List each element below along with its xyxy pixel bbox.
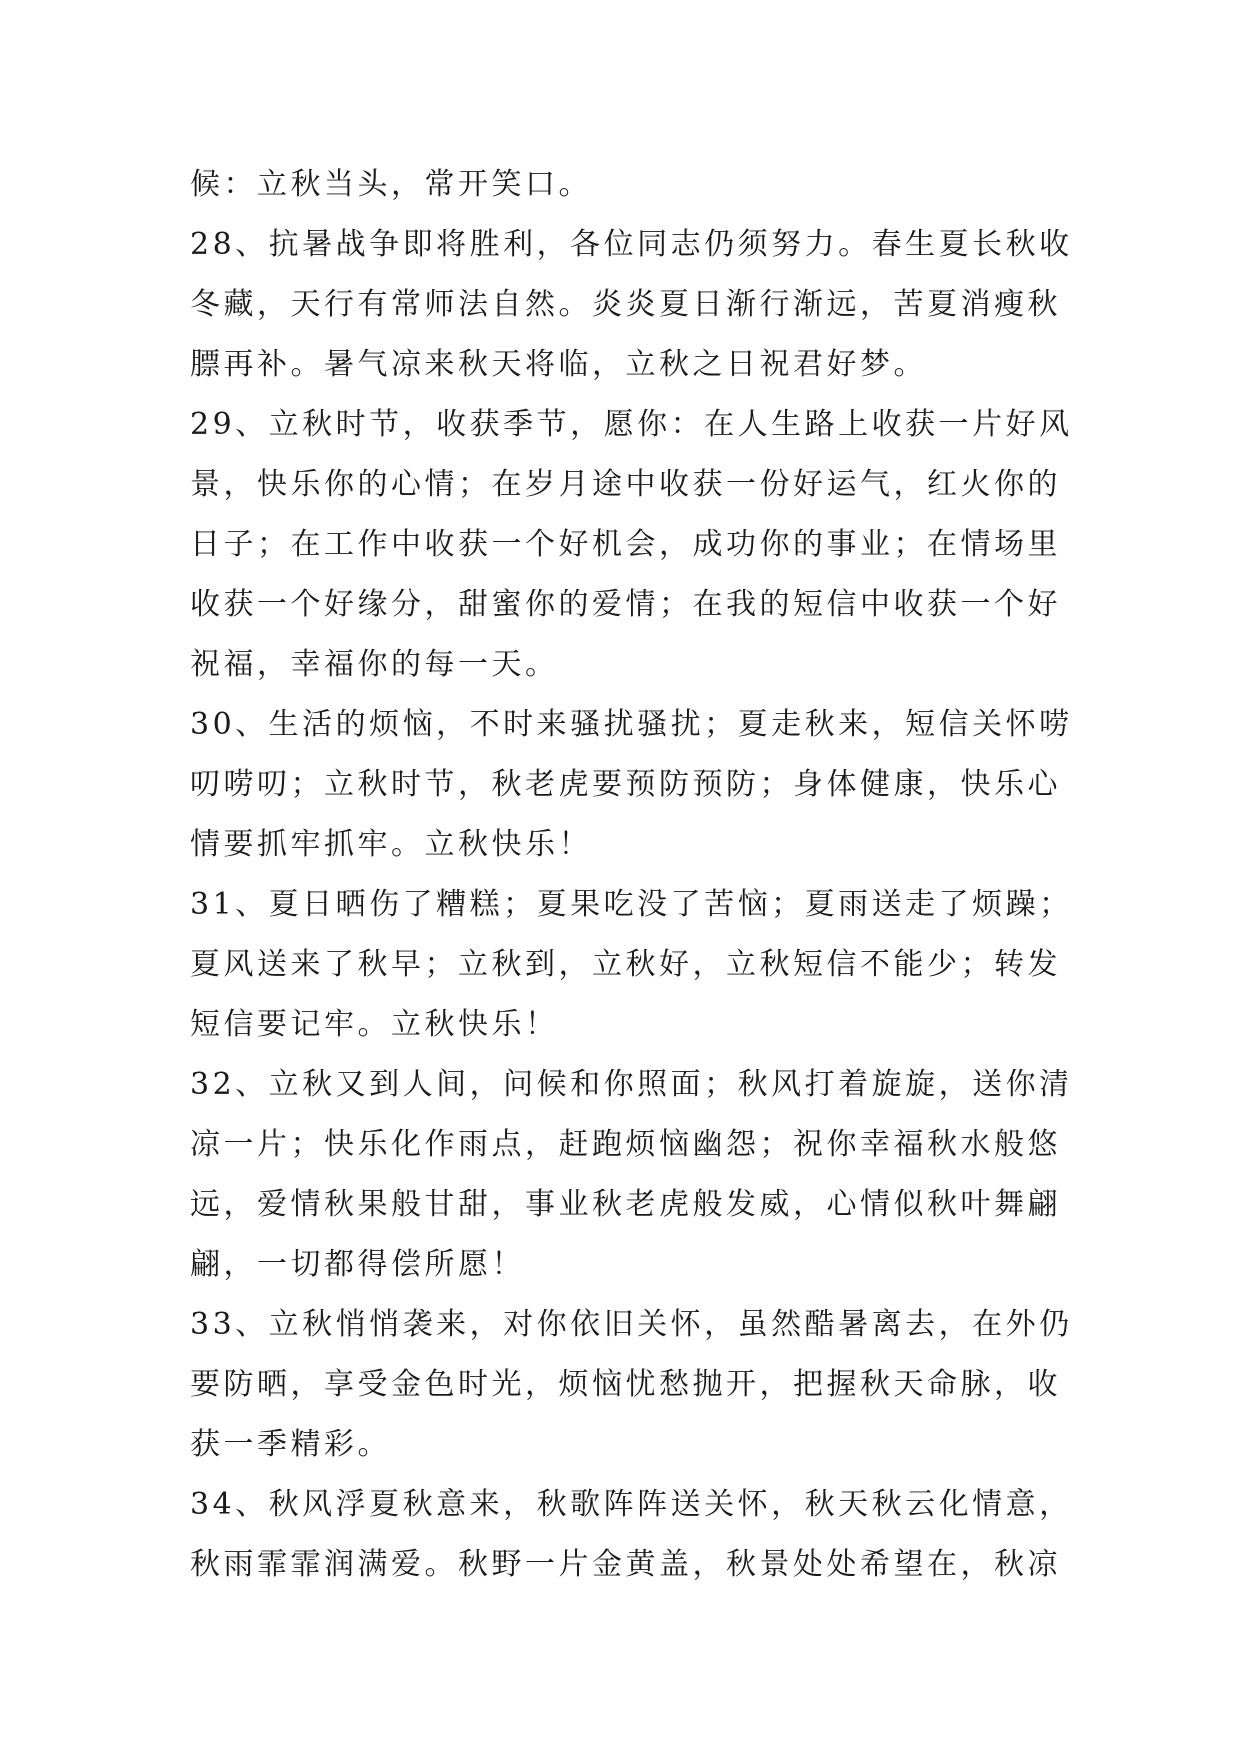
text-line: 膘再补。暑气凉来秋天将临，立秋之日祝君好梦。 bbox=[190, 347, 927, 382]
text-line: 夏风送来了秋早；立秋到，立秋好，立秋短信不能少；转发 bbox=[190, 947, 1061, 982]
text-line: 收获一个好缘分，甜蜜你的爱情；在我的短信中收获一个好 bbox=[190, 587, 1061, 622]
text-line: 32、立秋又到人间，问候和你照面；秋风打着旋旋，送你清 bbox=[190, 1067, 1073, 1102]
text-line: 要防晒，享受金色时光，烦恼忧愁抛开，把握秋天命脉，收 bbox=[190, 1367, 1061, 1402]
text-line: 凉一片；快乐化作雨点，赶跑烦恼幽怨；祝你幸福秋水般悠 bbox=[190, 1127, 1061, 1162]
text-line: 翩，一切都得偿所愿！ bbox=[190, 1247, 525, 1282]
text-line: 获一季精彩。 bbox=[190, 1427, 391, 1462]
text-line: 候：立秋当头，常开笑口。 bbox=[190, 167, 592, 202]
text-line: 33、立秋悄悄袭来，对你依旧关怀，虽然酷暑离去，在外仍 bbox=[190, 1307, 1073, 1342]
text-line: 日子；在工作中收获一个好机会，成功你的事业；在情场里 bbox=[190, 527, 1061, 562]
text-line: 远，爱情秋果般甘甜，事业秋老虎般发威，心情似秋叶舞翩 bbox=[190, 1187, 1061, 1222]
text-line: 34、秋风浮夏秋意来，秋歌阵阵送关怀，秋天秋云化情意， bbox=[190, 1487, 1073, 1522]
text-line: 景，快乐你的心情；在岁月途中收获一份好运气，红火你的 bbox=[190, 467, 1061, 502]
text-line: 短信要记牢。立秋快乐！ bbox=[190, 1007, 559, 1042]
text-line: 秋雨霏霏润满爱。秋野一片金黄盖，秋景处处希望在，秋凉 bbox=[190, 1547, 1061, 1582]
text-line: 30、生活的烦恼，不时来骚扰骚扰；夏走秋来，短信关怀唠 bbox=[190, 707, 1073, 742]
text-line: 叨唠叨；立秋时节，秋老虎要预防预防；身体健康，快乐心 bbox=[190, 767, 1061, 802]
text-line: 31、夏日晒伤了糟糕；夏果吃没了苦恼；夏雨送走了烦躁； bbox=[190, 887, 1073, 922]
text-line: 情要抓牢抓牢。立秋快乐！ bbox=[190, 827, 592, 862]
text-line: 祝福，幸福你的每一天。 bbox=[190, 647, 559, 682]
document-body bbox=[190, 155, 1073, 1595]
text-line: 29、立秋时节，收获季节，愿你：在人生路上收获一片好风 bbox=[190, 407, 1073, 442]
text-line: 冬藏，天行有常师法自然。炎炎夏日渐行渐远，苦夏消瘦秋 bbox=[190, 287, 1061, 322]
text-line: 28、抗暑战争即将胜利，各位同志仍须努力。春生夏长秋收 bbox=[190, 227, 1073, 262]
